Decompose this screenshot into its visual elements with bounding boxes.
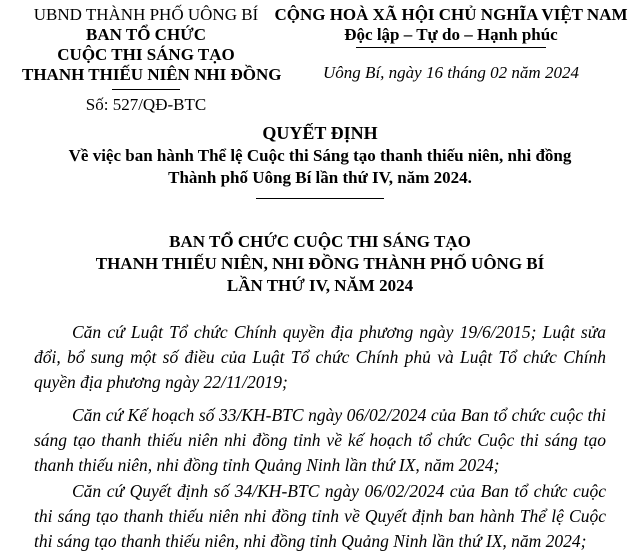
document-title: QUYẾT ĐỊNH: [262, 123, 378, 143]
issuer-line2: THANH THIẾU NIÊN, NHI ĐỒNG THÀNH PHỐ UÔNG BÍ: [95, 254, 545, 273]
committee-name-line1: BAN TỔ CHỨC: [86, 25, 206, 44]
committee-name-line2: CUỘC THI SÁNG TẠO: [57, 45, 235, 64]
legal-basis-paragraph-1: Căn cứ Luật Tổ chức Chính quyền địa phương ngày 19/6/2015; Luật sửa đổi, bổ sung một số điều của Luật Tổ chức Chính phủ và Luật Tổ chức Chính quyền địa phương ngày 22/11/2019;: [34, 322, 606, 392]
title-divider: [256, 198, 384, 199]
national-motto: Độc lập – Tự do – Hạnh phúc: [344, 25, 558, 44]
document-subject-line1: Về việc ban hành Thể lệ Cuộc thi Sáng tạo thanh thiếu niên, nhi đồng: [68, 146, 572, 165]
issuing-authority: UBND THÀNH PHỐ UÔNG BÍ: [33, 5, 259, 24]
legal-basis-paragraph-3: Căn cứ Quyết định số 34/KH-BTC ngày 06/02/2024 của Ban tổ chức cuộc thi sáng tạo thanh thiếu niên nhi đồng tỉnh về Quyết định ban hành Thể lệ Cuộc thi sáng tạo thanh thiếu niên, nhi đồng tỉnh Quảng Ninh lần thứ IX, năm 2024;: [34, 481, 606, 551]
motto-underline: [356, 47, 546, 48]
place-and-date: Uông Bí, ngày 16 tháng 02 năm 2024: [323, 63, 579, 82]
left-header-underline: [112, 89, 180, 90]
issuer-line3: LẦN THỨ IV, NĂM 2024: [226, 276, 414, 295]
document-number: Số: 527/QĐ-BTC: [85, 95, 207, 114]
document-subject-line2: Thành phố Uông Bí lần thứ IV, năm 2024.: [168, 168, 472, 187]
committee-name-line3: THANH THIẾU NIÊN NHI ĐỒNG: [22, 65, 282, 84]
country-name: CỘNG HOÀ XÃ HỘI CHỦ NGHĨA VIỆT NAM: [274, 5, 628, 24]
legal-basis-paragraph-2: Căn cứ Kế hoạch số 33/KH-BTC ngày 06/02/2024 của Ban tổ chức cuộc thi sáng tạo thanh thiếu niên nhi đồng tỉnh về kế hoạch tổ chức Cuộc thi sáng tạo thanh thiếu niên, nhi đồng tỉnh Quảng Ninh lần thứ IX, năm 2024;: [34, 405, 606, 475]
issuer-line1: BAN TỔ CHỨC CUỘC THI SÁNG TẠO: [169, 232, 471, 251]
